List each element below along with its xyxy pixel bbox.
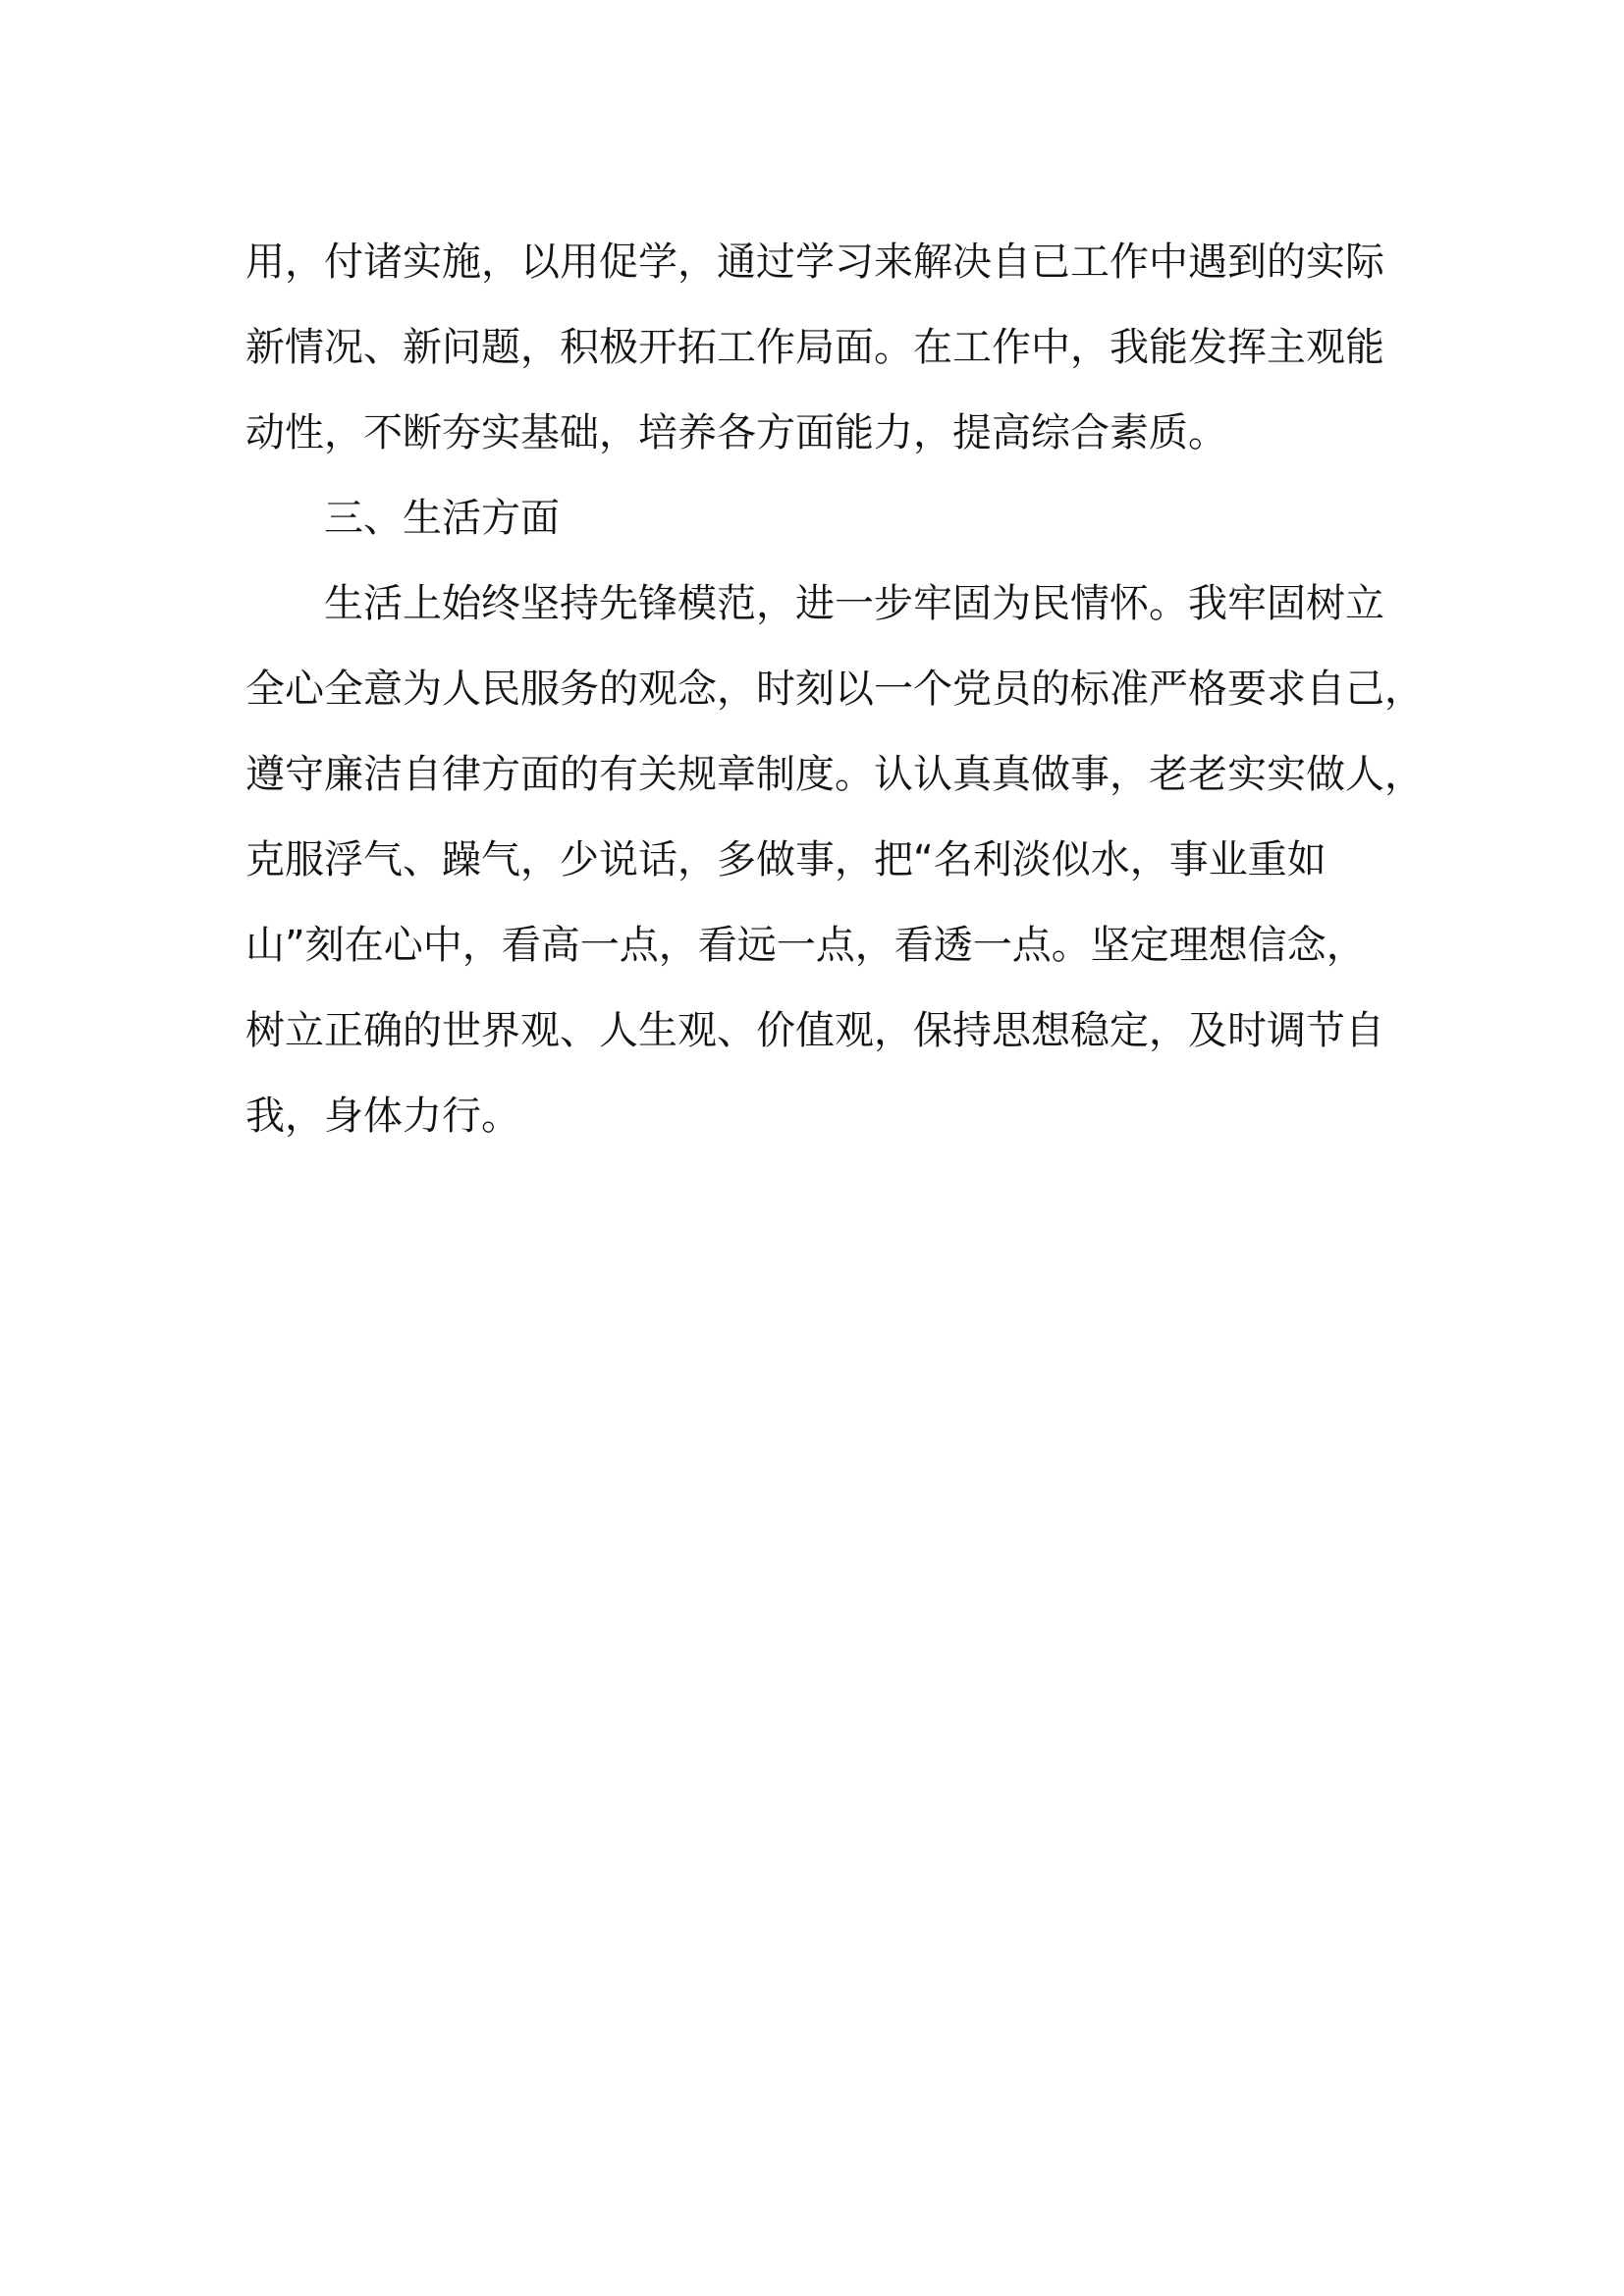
body-line-2: 新情况、新问题，积极开拓工作局面。在工作中，我能发挥主观能 [245,325,1384,370]
paragraph-line-6: 树立正确的世界观、人生观、价值观，保持思想稳定，及时调节自 [245,1008,1384,1053]
body-line-1: 用，付诸实施，以用促学，通过学习来解决自已工作中遇到的实际 [245,240,1384,285]
paragraph-line-1: 生活上始终坚持先锋模范，进一步牢固为民情怀。我牢固树立 [324,581,1384,626]
paragraph-line-5: 山”刻在心中，看高一点，看远一点，看透一点。坚定理想信念， [245,923,1366,968]
paragraph-line-3: 遵守廉洁自律方面的有关规章制度。认认真真做事，老老实实做人， [245,752,1424,797]
document-body [245,220,1424,1159]
body-line-3: 动性，不断夯实基础，培养各方面能力，提高综合素质。 [245,410,1227,455]
paragraph-line-2: 全心全意为人民服务的观念，时刻以一个党员的标准严格要求自己， [245,667,1424,712]
section-heading: 三、生活方面 [324,496,560,541]
paragraph-line-4: 克服浮气、躁气，少说话，多做事，把“名利淡似水，事业重如 [245,837,1326,882]
paragraph-line-7: 我，身体力行。 [245,1094,520,1139]
